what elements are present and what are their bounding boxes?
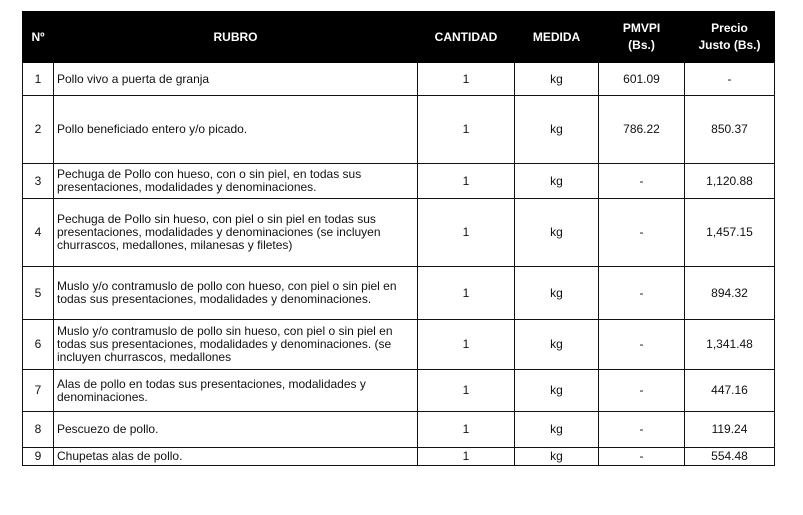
- table-row: [23, 164, 775, 199]
- row-medida: kg: [515, 63, 599, 96]
- table-row: [23, 96, 775, 164]
- row-precio: 554.48: [685, 448, 775, 466]
- row-rubro: Muslo y/o contramuslo de pollo sin hueso, con piel o sin piel en todas sus presentaciones, modalidades y denominaciones. (se incluyen churrascos, medallones: [54, 320, 418, 370]
- row-pmvpi: -: [599, 267, 685, 320]
- row-precio: 850.37: [685, 96, 775, 164]
- row-num: 2: [23, 96, 54, 164]
- row-rubro: Pechuga de Pollo con hueso, con o sin piel, en todas sus presentaciones, modalidades y denominaciones.: [54, 164, 418, 199]
- price-table: [22, 11, 775, 466]
- row-medida: kg: [515, 370, 599, 412]
- table-row: [23, 320, 775, 370]
- header-num: Nº: [23, 12, 54, 63]
- table-row: [23, 199, 775, 267]
- header-precio-justo: [685, 12, 775, 63]
- row-pmvpi: -: [599, 412, 685, 448]
- row-pmvpi: -: [599, 164, 685, 199]
- row-num: 8: [23, 412, 54, 448]
- row-rubro: Muslo y/o contramuslo de pollo con hueso, con piel o sin piel en todas sus presentaciones, modalidades y denominaciones.: [54, 267, 418, 320]
- row-rubro: Pollo beneficiado entero y/o picado.: [54, 96, 418, 164]
- row-rubro: Pescuezo de pollo.: [54, 412, 418, 448]
- row-cantidad: 1: [418, 96, 515, 164]
- row-rubro: Pollo vivo a puerta de granja: [54, 63, 418, 96]
- table-row: [23, 370, 775, 412]
- header-rubro: RUBRO: [54, 12, 418, 63]
- row-medida: kg: [515, 199, 599, 267]
- row-cantidad: 1: [418, 199, 515, 267]
- row-num: 9: [23, 448, 54, 466]
- row-precio: 894.32: [685, 267, 775, 320]
- row-pmvpi: -: [599, 199, 685, 267]
- table-row: [23, 63, 775, 96]
- row-precio: 119.24: [685, 412, 775, 448]
- header-precio-line2: Justo (Bs.): [698, 38, 761, 52]
- table-row: [23, 267, 775, 320]
- row-cantidad: 1: [418, 448, 515, 466]
- row-pmvpi: 601.09: [599, 63, 685, 96]
- row-precio: 1,341.48: [685, 320, 775, 370]
- row-pmvpi: -: [599, 448, 685, 466]
- row-num: 4: [23, 199, 54, 267]
- row-num: 1: [23, 63, 54, 96]
- row-precio: -: [685, 63, 775, 96]
- row-rubro: Pechuga de Pollo sin hueso, con piel o sin piel en todas sus presentaciones, modalidades y denominaciones (se incluyen churrascos, medallones, milanesas y filetes): [54, 199, 418, 267]
- row-medida: kg: [515, 412, 599, 448]
- header-pmvpi-line1: PMVPI: [622, 21, 661, 35]
- row-cantidad: 1: [418, 63, 515, 96]
- row-cantidad: 1: [418, 267, 515, 320]
- row-precio: 1,120.88: [685, 164, 775, 199]
- row-medida: kg: [515, 164, 599, 199]
- header-pmvpi-line2: (Bs.): [628, 38, 655, 52]
- row-cantidad: 1: [418, 370, 515, 412]
- row-rubro: Chupetas alas de pollo.: [54, 448, 418, 466]
- header-precio-line1: Precio: [711, 21, 748, 35]
- header-pmvpi: [599, 12, 685, 63]
- row-cantidad: 1: [418, 164, 515, 199]
- row-pmvpi: -: [599, 320, 685, 370]
- header-cantidad: CANTIDAD: [418, 12, 515, 63]
- row-medida: kg: [515, 267, 599, 320]
- row-medida: kg: [515, 448, 599, 466]
- table-row: [23, 412, 775, 448]
- row-pmvpi: -: [599, 370, 685, 412]
- row-precio: 1,457.15: [685, 199, 775, 267]
- header-medida: MEDIDA: [515, 12, 599, 63]
- row-num: 3: [23, 164, 54, 199]
- row-num: 5: [23, 267, 54, 320]
- row-cantidad: 1: [418, 320, 515, 370]
- row-cantidad: 1: [418, 412, 515, 448]
- row-pmvpi: 786.22: [599, 96, 685, 164]
- row-rubro: Alas de pollo en todas sus presentaciones, modalidades y denominaciones.: [54, 370, 418, 412]
- table-row: [23, 448, 775, 466]
- row-medida: kg: [515, 96, 599, 164]
- row-medida: kg: [515, 320, 599, 370]
- row-num: 6: [23, 320, 54, 370]
- row-num: 7: [23, 370, 54, 412]
- row-precio: 447.16: [685, 370, 775, 412]
- header-row: [23, 12, 775, 63]
